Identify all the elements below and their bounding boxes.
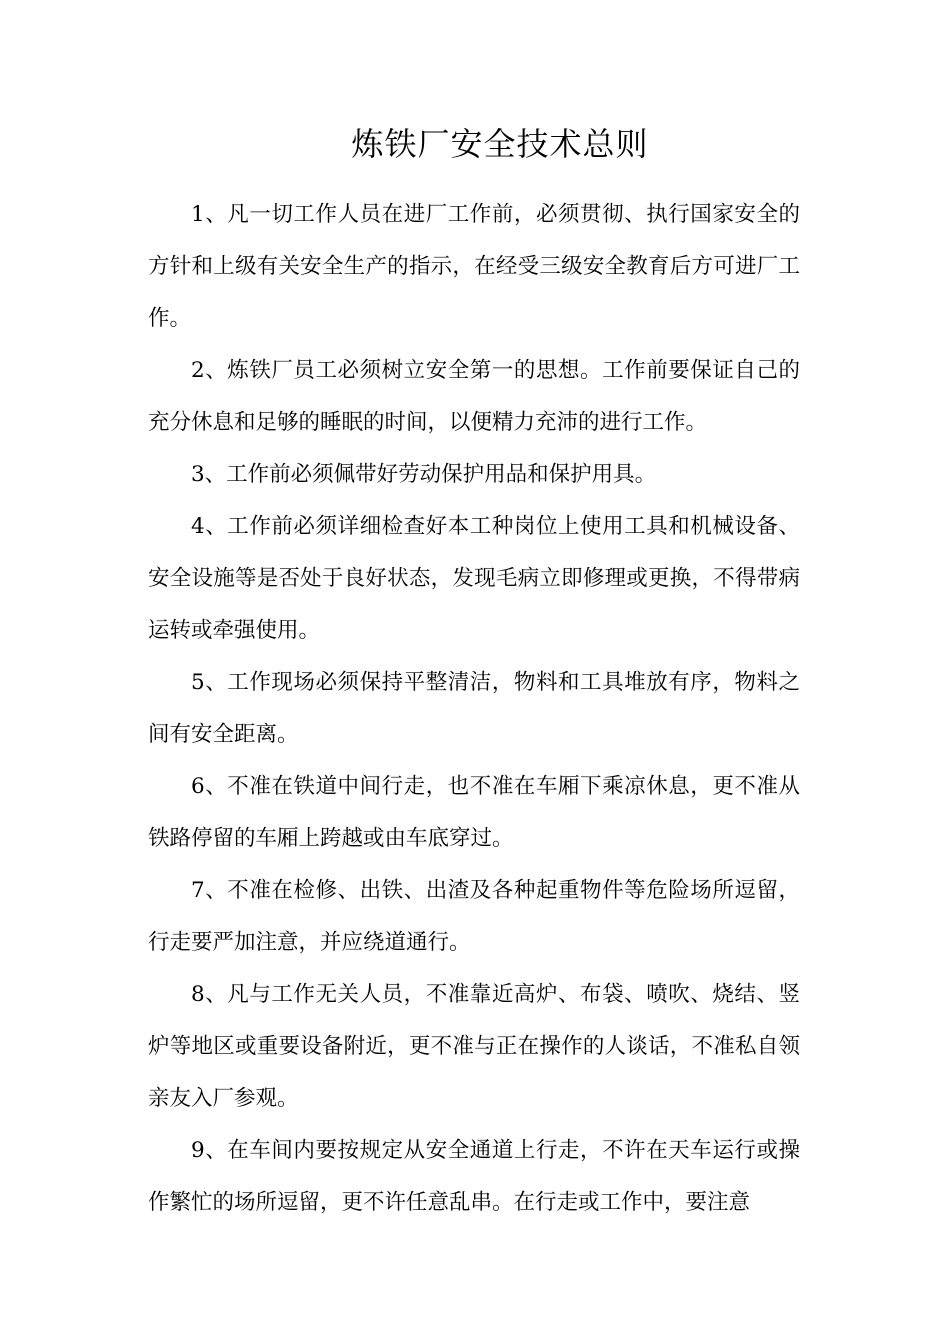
document-body: [148, 189, 800, 1229]
paragraph-7: 7、不准在检修、出铁、出渣及各种起重物件等危险场所逗留，行走要严加注意，并应绕道通行。: [148, 878, 800, 955]
paragraph-3: 3、工作前必须佩带好劳动保护用品和保护用具。: [191, 462, 657, 487]
document-title: 炼铁厂安全技术总则: [351, 125, 649, 163]
paragraph-5: 5、工作现场必须保持平整清洁，物料和工具堆放有序，物料之间有安全距离。: [148, 670, 800, 747]
paragraph-1: 1、凡一切工作人员在进厂工作前，必须贯彻、执行国家安全的方针和上级有关安全生产的指示，在经受三级安全教育后方可进厂工作。: [148, 202, 800, 331]
paragraph-4: 4、工作前必须详细检查好本工种岗位上使用工具和机械设备、安全设施等是否处于良好状态，发现毛病立即修理或更换，不得带病运转或牵强使用。: [148, 514, 800, 643]
paragraph-2: 2、炼铁厂员工必须树立安全第一的思想。工作前要保证自己的充分休息和足够的睡眠的时间，以便精力充沛的进行工作。: [148, 358, 800, 435]
paragraph-6: 6、不准在铁道中间行走，也不准在车厢下乘凉休息，更不准从铁路停留的车厢上跨越或由车底穿过。: [148, 774, 800, 851]
paragraph-8: 8、凡与工作无关人员，不准靠近高炉、布袋、喷吹、烧结、竖炉等地区或重要设备附近，更不准与正在操作的人谈话，不准私自领亲友入厂参观。: [148, 982, 800, 1111]
paragraph-9: 9、在车间内要按规定从安全通道上行走，不许在天车运行或操作繁忙的场所逗留，更不许任意乱串。在行走或工作中，要注意: [148, 1138, 800, 1215]
